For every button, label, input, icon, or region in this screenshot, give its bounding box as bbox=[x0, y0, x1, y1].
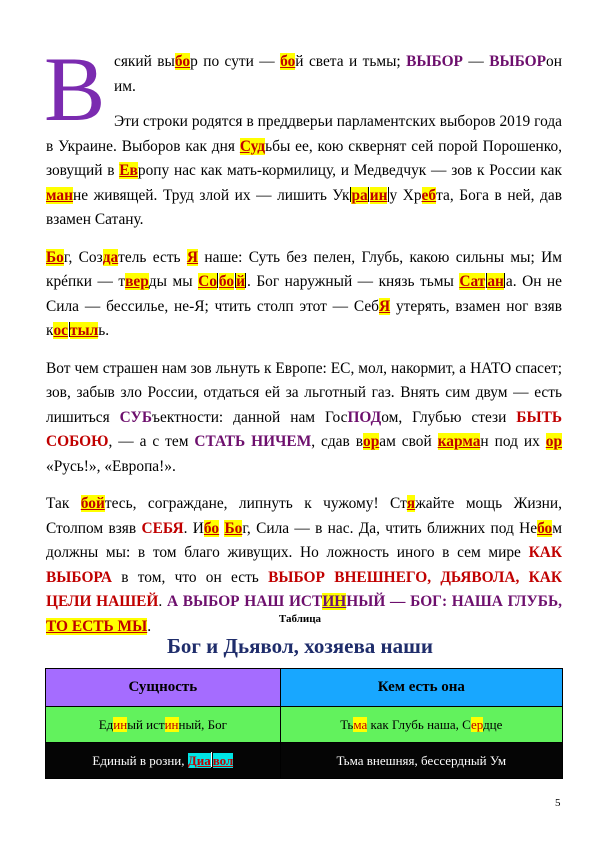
highlight: еб bbox=[421, 186, 437, 204]
comparison-table bbox=[45, 668, 563, 779]
emphasis: ВЫБОР ВНЕШНЕГО, ДЬЯВОЛА, КАК ЦЕЛИ НАШЕЙ bbox=[46, 568, 563, 610]
highlight: ор bbox=[363, 433, 380, 450]
highlight: Я bbox=[186, 248, 199, 266]
highlight: Бо bbox=[46, 248, 64, 266]
highlight: Я bbox=[379, 297, 391, 315]
text-run: Так bbox=[46, 495, 81, 512]
highlight: Суд bbox=[239, 137, 266, 155]
highlight: Диа bbox=[187, 753, 211, 768]
text-run: «Русь!», «Европа!». bbox=[46, 457, 176, 475]
text-run: в том, что он есть bbox=[111, 568, 269, 586]
text-run: , сдав в bbox=[311, 433, 363, 450]
drop-cap bbox=[44, 38, 108, 140]
highlight: ос bbox=[53, 322, 69, 339]
text-run: . Бог наружный — князь тьмы bbox=[246, 273, 460, 290]
text-run: . bbox=[147, 617, 152, 635]
highlight: бо bbox=[218, 273, 235, 290]
emphasis: НЫЙ — БОГ: НАША ГЛУБЬ, bbox=[346, 593, 563, 610]
emphasis: СЕБЯ bbox=[141, 519, 184, 537]
highlight: ер bbox=[470, 716, 484, 732]
emphasis: КАК ВЫБОРА bbox=[46, 544, 562, 586]
drop-cap-letter: В bbox=[44, 38, 106, 140]
page-number: 5 bbox=[555, 797, 561, 809]
text-run: м должны мы: в том благо живущих. Но ложность иного в сем мире bbox=[46, 519, 563, 561]
text-run: н под их bbox=[480, 433, 546, 450]
highlight: ан bbox=[487, 273, 504, 290]
table-cell bbox=[46, 707, 281, 743]
table-title: Бог и Дьявол, хозяева наши bbox=[167, 634, 433, 658]
emphasis: БЫТЬ СОБОЮ bbox=[46, 408, 563, 450]
highlight: ин bbox=[164, 716, 179, 732]
text-run: та, Бога в ней, дав взамен Сатану. bbox=[46, 186, 562, 228]
table-row bbox=[46, 743, 563, 779]
highlight: ор bbox=[545, 433, 563, 450]
text-run: сякий вы bbox=[114, 53, 175, 70]
text-run: ропу нас как мать-кормилицу, и Медведчук — зов к России как bbox=[137, 162, 562, 179]
text-run: как Глубь наша, С bbox=[367, 716, 471, 732]
table-row bbox=[46, 707, 563, 743]
highlight: бо bbox=[280, 53, 296, 70]
text-run: у Хр bbox=[389, 186, 422, 204]
text-run: ды мы bbox=[148, 273, 199, 290]
highlight: ин bbox=[369, 186, 388, 204]
highlight: бо bbox=[174, 53, 191, 70]
highlight: ИН bbox=[322, 593, 347, 610]
text-run: . И bbox=[183, 519, 204, 537]
text-run: , — а с тем bbox=[108, 433, 195, 450]
text-run: тель есть bbox=[118, 248, 187, 266]
emphasis: СУБ bbox=[119, 408, 153, 426]
emphasis: СТАТЬ НИЧЕМ bbox=[194, 433, 312, 450]
emphasis: ПОД bbox=[347, 408, 382, 426]
text-run: р по сути — bbox=[190, 53, 281, 70]
emphasis: А ВЫБОР НАШ ИСТ bbox=[166, 593, 323, 610]
header-who: Кем есть она bbox=[280, 669, 562, 707]
table-cell bbox=[46, 743, 281, 779]
highlight: я bbox=[406, 495, 416, 512]
highlight: й bbox=[236, 273, 245, 290]
highlight: вол bbox=[212, 753, 234, 768]
text-run: Вот чем страшен нам зов льнуть к Европе: ЕС, мол, накормит, а НАТО спасет; зов, забыв зло России, отдаться ей за льготный газ. Внять сим двум — есть лишиться bbox=[46, 359, 562, 426]
text-run: г, Сила — в нас. Да, чтить ближних под Не bbox=[242, 519, 538, 537]
text-run: наше: Суть без пелен, Глубь, какою сильны мы; Им крéпки — т bbox=[46, 248, 562, 290]
text-run: а. Он не Сила — бессилье, не-Я; чтить столп этот — Себ bbox=[46, 273, 563, 315]
text-run: Ть bbox=[340, 716, 354, 732]
text-run: ь. bbox=[98, 322, 110, 339]
text-run: жайте мощь Жизни, Столпом взяв bbox=[46, 495, 562, 537]
text-run: дце bbox=[483, 716, 503, 732]
highlight: ман bbox=[46, 186, 73, 204]
highlight: да bbox=[102, 248, 119, 266]
table-cell bbox=[280, 743, 562, 779]
highlight: карма bbox=[437, 433, 481, 450]
body-text bbox=[44, 38, 563, 652]
text-run: Тьма внешняя, бессердный Ум bbox=[336, 752, 507, 768]
text-run: ый ист bbox=[127, 716, 165, 732]
text-run: он им. bbox=[114, 53, 562, 95]
table-caption: Таблица bbox=[278, 613, 322, 625]
highlight: Бо bbox=[224, 519, 243, 537]
emphasis: ВЫБОР bbox=[489, 53, 547, 70]
text-run: ьбы ее, кою сквернят сей порой Порошенко, зовущий в bbox=[46, 137, 562, 179]
text-run: ом, Глубью стези bbox=[381, 408, 517, 426]
highlight: ма bbox=[353, 716, 368, 732]
highlight: тыл bbox=[70, 322, 99, 339]
emphasis: ВЫБОР bbox=[406, 53, 463, 70]
spacer bbox=[46, 99, 562, 110]
text-run: Ед bbox=[98, 716, 114, 732]
highlight: Со bbox=[198, 273, 217, 290]
text-run: тесь, сограждане, липнуть к чужому! Ст bbox=[104, 495, 407, 512]
highlight: ин bbox=[113, 716, 128, 732]
highlight: вер bbox=[125, 273, 149, 290]
highlight: Ев bbox=[119, 162, 138, 179]
text-run: — bbox=[462, 53, 484, 70]
highlight: ра bbox=[351, 186, 368, 204]
text-run: й света и тьмы; bbox=[295, 53, 407, 70]
header-essence: Сущность bbox=[46, 669, 281, 707]
text-run: не живящей. Труд злой их — лишить Ук bbox=[72, 186, 350, 204]
paragraph-2 bbox=[46, 246, 562, 344]
highlight: ТО ЕСТЬ МЫ bbox=[46, 617, 148, 635]
text-run: утерять, взамен ног взяв к bbox=[46, 297, 562, 339]
table-header-row bbox=[46, 669, 563, 707]
text-run: . bbox=[158, 593, 167, 610]
text-run: ам свой bbox=[379, 433, 438, 450]
paragraph-3 bbox=[46, 357, 562, 480]
text-run: Эти строки родятся в преддверьи парламентских выборов 2019 года в Украине. Выборов как дня bbox=[46, 113, 562, 155]
text-run: ъектности: данной нам Гос bbox=[152, 408, 348, 426]
highlight: бой bbox=[80, 495, 105, 512]
paragraph-1 bbox=[44, 38, 562, 233]
highlight: бо bbox=[537, 519, 553, 537]
text-run: г, Соз bbox=[63, 248, 103, 266]
table-cell bbox=[280, 707, 562, 743]
highlight: бо bbox=[203, 519, 220, 537]
text-run: Единый в розни, bbox=[92, 753, 188, 768]
highlight: Сат bbox=[459, 273, 486, 290]
text-run: ный, Бог bbox=[178, 716, 227, 732]
